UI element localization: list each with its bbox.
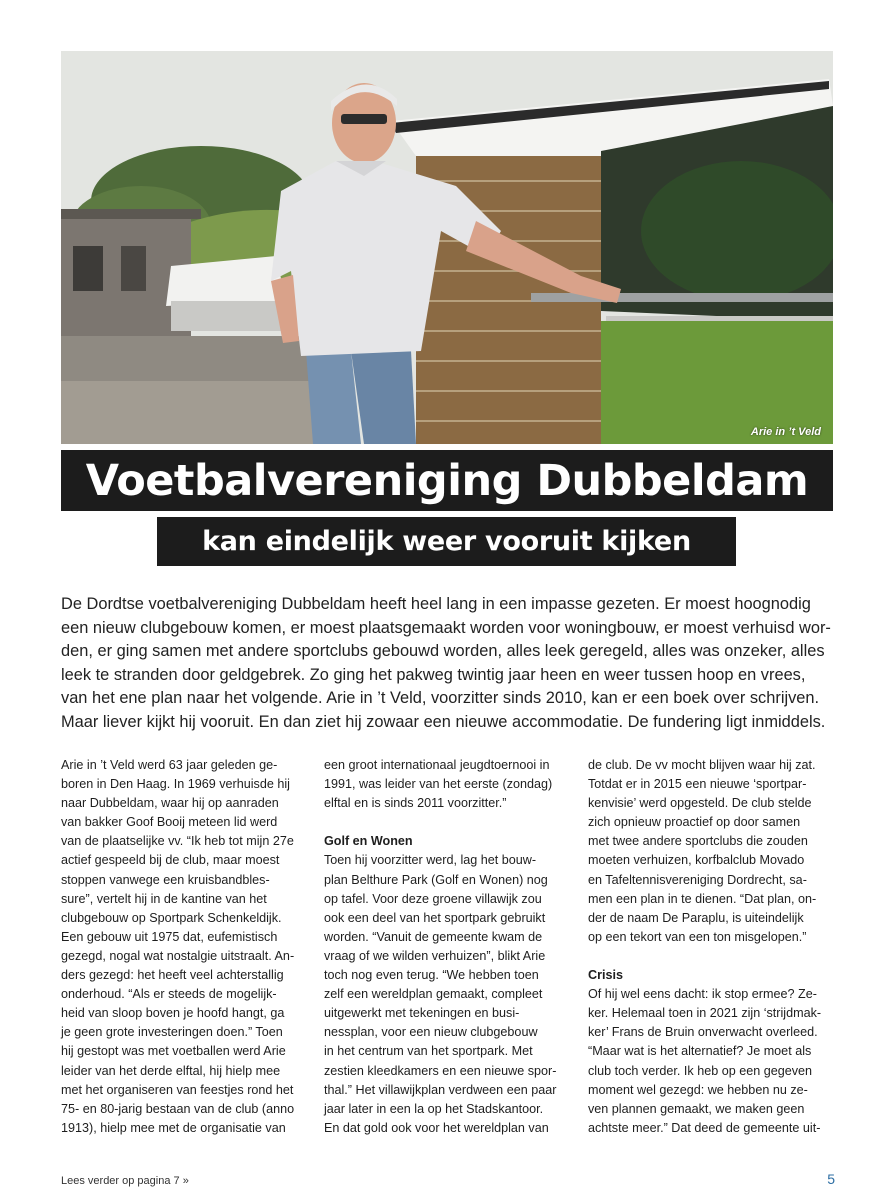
page-number: 5 bbox=[827, 1171, 835, 1187]
headline: Voetbalvereniging Dubbeldam bbox=[85, 455, 809, 506]
body-line: stoppen vanwege een kruisbandbles- bbox=[61, 872, 270, 887]
body-line: ker’ Frans de Bruin onverwacht overleed. bbox=[588, 1025, 818, 1040]
body-line: 1991, was leider van het eerste (zondag) bbox=[324, 777, 553, 792]
body-line: sure”, vertelt hij in de kantine van het bbox=[61, 891, 267, 906]
body-line: ker. Helemaal toen in 2021 zijn ‘strijdmak- bbox=[588, 1006, 822, 1021]
body-line: onderhoud. “Als er steeds de mogelijk- bbox=[61, 987, 277, 1002]
headline-bar bbox=[61, 450, 833, 511]
body-line: gezegd, nogal wat nostalgie uitstraalt. An- bbox=[61, 948, 295, 963]
photo-illustration bbox=[61, 51, 833, 444]
body-line: Totdat er in 2015 een nieuwe ‘sportpar- bbox=[588, 777, 807, 792]
body-line: van bakker Goof Booij meteen lid werd bbox=[61, 815, 278, 830]
body-line: 1913), hielp mee met de organisatie van bbox=[61, 1120, 286, 1135]
body-line: jaar later in een la op het Stadskantoor. bbox=[324, 1101, 544, 1116]
section-heading-golf-en-wonen: Golf en Wonen bbox=[324, 834, 413, 849]
body-line: Of hij wel eens dacht: ik stop ermee? Ze- bbox=[588, 987, 817, 1002]
body-line: vraag of we wilden verhuizen”, blikt Arie bbox=[324, 948, 546, 963]
body-line: elftal en is sinds 2011 voorzitter.” bbox=[324, 796, 507, 811]
body-line: leider van het derde elftal, hij hielp mee bbox=[61, 1063, 281, 1078]
intro-line: van het ene plan naar het volgende. Arie in ’t Veld, voorzitter sinds 2010, kan er een boek over schrijven. bbox=[61, 689, 820, 707]
continue-reading-link[interactable]: Lees verder op pagina 7 » bbox=[61, 1175, 189, 1187]
paragraph-spacer bbox=[324, 813, 571, 832]
subheadline-bar bbox=[157, 517, 736, 566]
subheadline: kan eindelijk weer vooruit kijken bbox=[202, 526, 691, 557]
body-line: ook een deel van het sportpark gebruikt bbox=[324, 910, 546, 925]
body-line: toch nog even terug. “We hebben toen bbox=[324, 968, 539, 983]
article-column-3 bbox=[588, 756, 835, 1138]
intro-line: den, er ging samen met andere sportclubs gebouwd worden, alles leek geregeld, alles was onzeker, alles bbox=[61, 642, 825, 660]
intro-line: Maar liever kijkt hij vooruit. En dan ziet hij zowaar een nieuwe accommodatie. De fundering ligt inmiddels. bbox=[61, 712, 826, 731]
body-line: thal.” Het villawijkplan verdween een paar bbox=[324, 1082, 557, 1097]
intro-paragraph bbox=[61, 593, 833, 734]
body-line: Toen hij voorzitter werd, lag het bouw- bbox=[324, 853, 537, 868]
paragraph-spacer bbox=[588, 947, 835, 966]
body-line: met het organiseren van feestjes rond het bbox=[61, 1082, 294, 1097]
body-line: van de plaatselijke vv. “Ik heb tot mijn 27e bbox=[61, 834, 294, 849]
body-line: Een gebouw uit 1975 dat, eufemistisch bbox=[61, 929, 278, 944]
photo-caption: Arie in ’t Veld bbox=[750, 426, 821, 438]
body-line: actief gespeeld bij de club, maar moest bbox=[61, 853, 280, 868]
body-line: zich opnieuw proactief op door samen bbox=[588, 815, 801, 830]
body-line: worden. “Vanuit de gemeente kwam de bbox=[324, 929, 543, 944]
body-line: zelf een wereldplan gemaakt, compleet bbox=[324, 987, 543, 1002]
body-line: moeten verhuizen, korfbalclub Movado bbox=[588, 853, 805, 868]
intro-line: leek te stranden door geldgebrek. Zo ging het pakweg twintig jaar heen en weer tussen hoop en vrees, bbox=[61, 665, 806, 684]
section-heading-crisis: Crisis bbox=[588, 968, 624, 983]
body-line: een groot internationaal jeugdtoernooi in bbox=[324, 758, 550, 772]
intro-line: een nieuw clubgebouw komen, er moest plaatsgemaakt worden voor woningbouw, er moest verhuisd wor- bbox=[61, 618, 831, 637]
body-line: der de naam De Paraplu, is uiteindelijk bbox=[588, 910, 804, 925]
body-line: in het centrum van het sportpark. Met bbox=[324, 1044, 533, 1059]
body-line: clubgebouw op Sportpark Schenkeldijk. bbox=[61, 910, 282, 925]
article-column-2 bbox=[324, 756, 571, 1138]
body-line: 75- en 80-jarig bestaan van de club (anno bbox=[61, 1101, 295, 1116]
body-line: kenvisie’ werd opgesteld. De club stelde bbox=[588, 796, 812, 811]
body-line: achtste meer.” Dat deed de gemeente uit- bbox=[588, 1120, 821, 1135]
body-line: hij gestopt was met voetballen werd Arie bbox=[61, 1044, 286, 1059]
body-line: met twee andere sportclubs die zouden bbox=[588, 834, 808, 849]
body-line: je geen grote investeringen doen.” Toen bbox=[61, 1025, 283, 1040]
body-line: boren in Den Haag. In 1969 verhuisde hij bbox=[61, 777, 290, 792]
article-column-1 bbox=[61, 756, 308, 1138]
body-line: men een plan in te dienen. “Dat plan, on- bbox=[588, 891, 817, 906]
body-line: ven plannen gemaakt, we maken geen bbox=[588, 1101, 805, 1116]
body-line: zestien kleedkamers en een nieuwe spor- bbox=[324, 1063, 557, 1078]
body-line: uitgewerkt met tekeningen en busi- bbox=[324, 1006, 520, 1021]
body-line: Arie in ’t Veld werd 63 jaar geleden ge- bbox=[61, 758, 278, 772]
body-line: moment wel gezegd: we hebben nu ze- bbox=[588, 1082, 808, 1097]
body-line: nessplan, voor een nieuw clubgebouw bbox=[324, 1025, 538, 1040]
body-line: heid van sloop boven je hoofd hangt, ga bbox=[61, 1006, 285, 1021]
body-line: “Maar wat is het alternatief? Je moet als bbox=[588, 1044, 812, 1059]
body-line: naar Dubbeldam, waar hij op aanraden bbox=[61, 796, 279, 811]
body-line: op een tekort van een ton misgelopen.” bbox=[588, 929, 807, 944]
body-line: plan Belthure Park (Golf en Wonen) nog bbox=[324, 872, 548, 887]
body-line: de club. De vv mocht blijven waar hij zat. bbox=[588, 758, 816, 772]
article-photo bbox=[61, 51, 833, 444]
body-line: En dat gold ook voor het wereldplan van bbox=[324, 1120, 549, 1135]
intro-line: De Dordtse voetbalvereniging Dubbeldam heeft heel lang in een impasse gezeten. Er moest hoognodig bbox=[61, 595, 811, 613]
body-line: en Tafeltennisvereniging Dordrecht, sa- bbox=[588, 872, 807, 887]
body-line: op tafel. Voor deze groene villawijk zou bbox=[324, 891, 542, 906]
body-line: ders gezegd: het heeft veel achterstallig bbox=[61, 968, 284, 983]
body-line: club toch verder. Ik heb op een gegeven bbox=[588, 1063, 813, 1078]
